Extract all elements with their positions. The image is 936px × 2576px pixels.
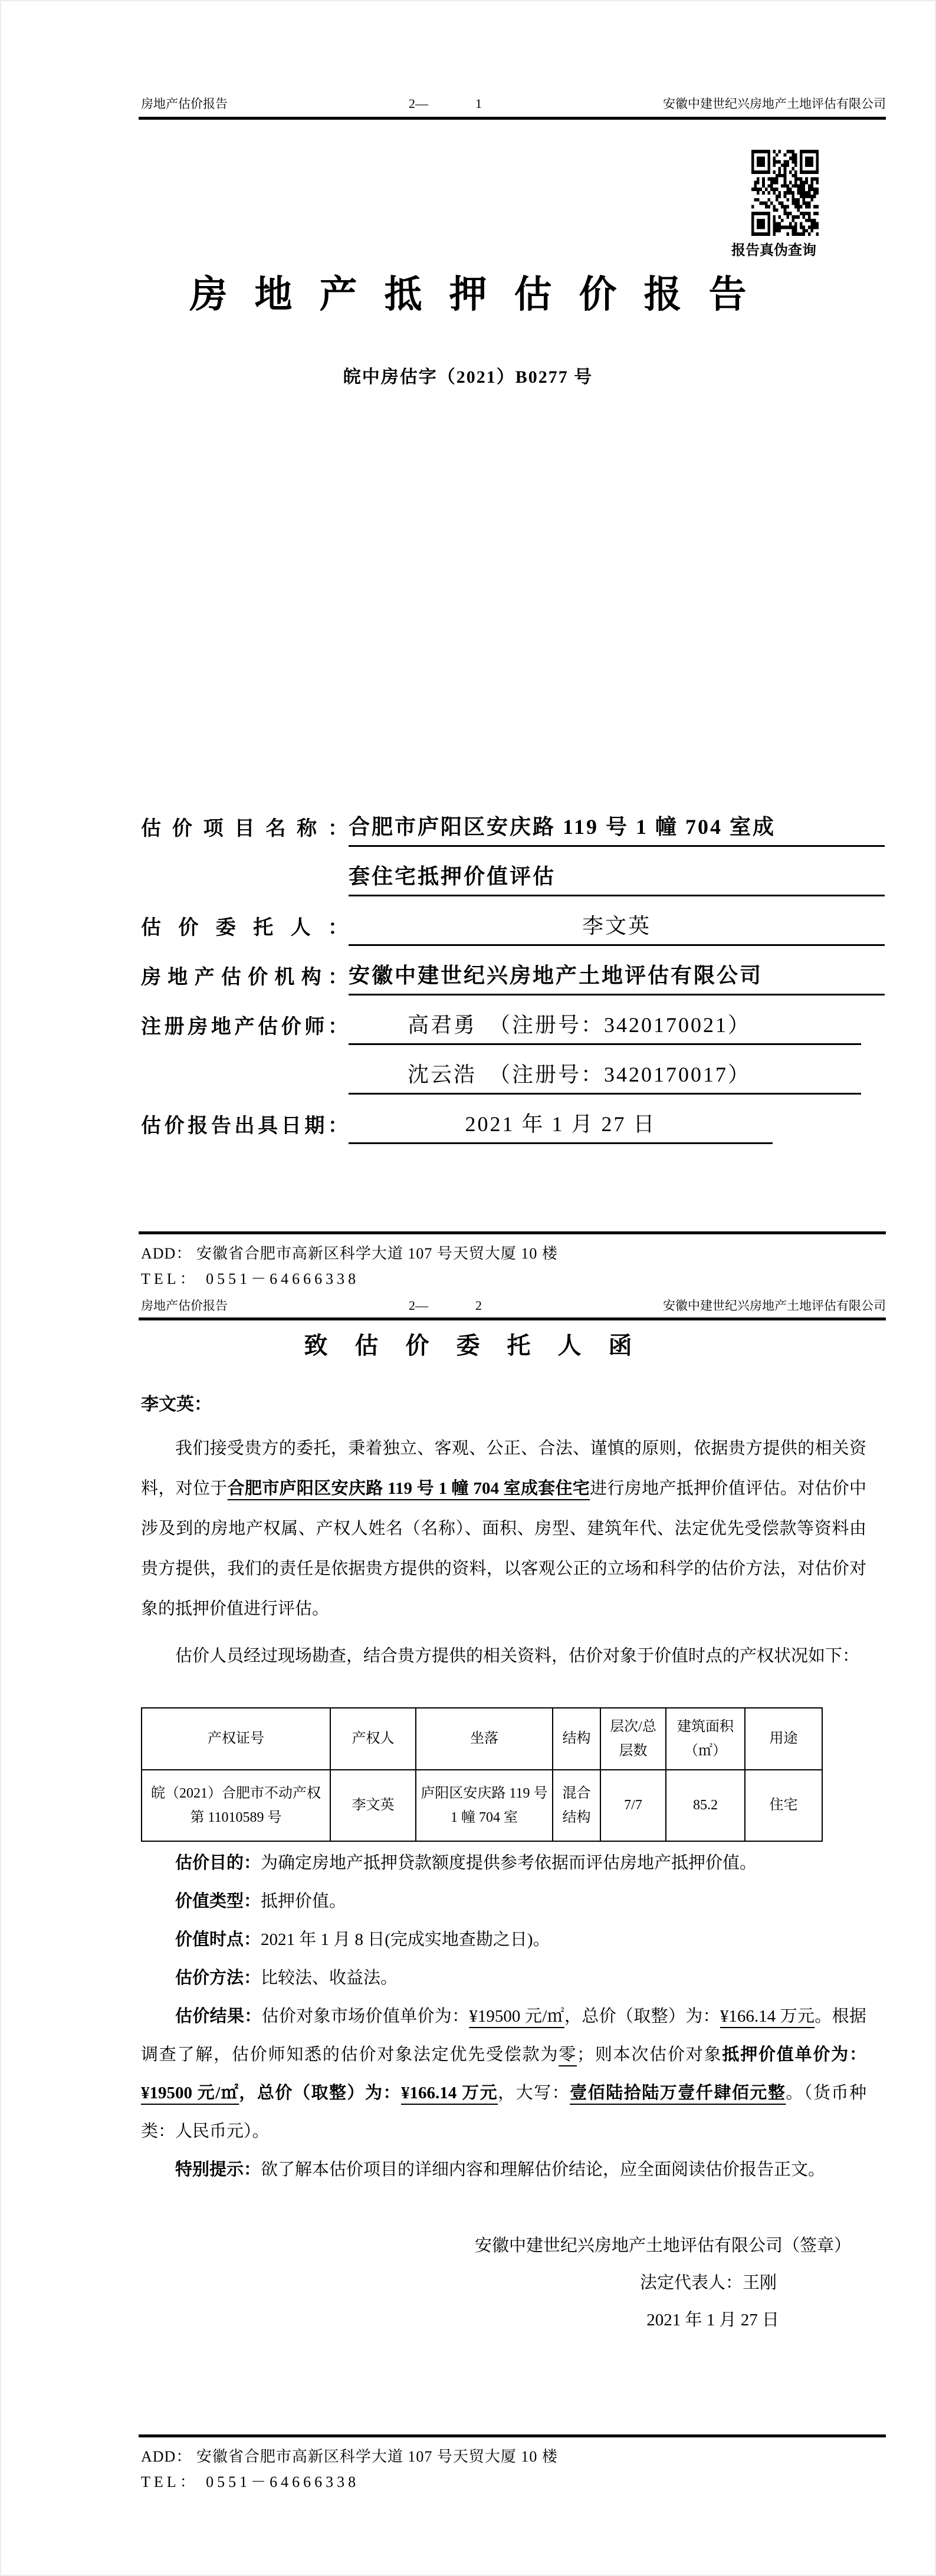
header-page-prefix: 2— <box>409 1298 428 1313</box>
text-run: 价值时点： <box>175 1930 261 1949</box>
form-row <box>141 1095 885 1144</box>
header-company: 安徽中建世纪兴房地产土地评估有限公司 <box>663 97 886 111</box>
summary-items <box>141 1844 866 2189</box>
form-label: 房地产估价机构： <box>141 967 349 988</box>
letter-heading: 致估价委托人函 <box>304 1332 659 1359</box>
header-company: 安徽中建世纪兴房地产土地评估有限公司 <box>663 1299 886 1313</box>
salutation: 李文英： <box>141 1395 212 1414</box>
form-label: 估价报告出具日期： <box>141 1115 349 1137</box>
text-run: 欲了解本估价项目的详细内容和理解估价结论，应全面阅读估价报告正文。 <box>261 2160 826 2179</box>
table-header-cell: 建筑面积（㎡） <box>666 1708 745 1770</box>
form-label: 估价委托人： <box>141 917 349 939</box>
table-cell: 85.2 <box>666 1770 745 1841</box>
form-row <box>141 946 885 995</box>
page2-header <box>141 1296 886 1314</box>
text-run: 合肥市庐阳区安庆路 119 号 1 幢 704 室成套住宅 <box>227 1479 590 1498</box>
qr-caption: 报告真伪查询 <box>731 243 816 258</box>
form-row <box>141 1045 885 1095</box>
letter-paragraph <box>141 1428 866 1629</box>
footer-phone: TEL： 0551－64666338 <box>141 1270 360 1287</box>
table-header-cell: 用途 <box>745 1708 822 1770</box>
header-doc-type: 房地产估价报告 <box>141 97 228 111</box>
summary-item <box>141 1959 866 1997</box>
header-page-number: 2 <box>475 1298 482 1313</box>
table-header-cell: 坐落 <box>416 1708 553 1770</box>
table-row <box>142 1770 822 1841</box>
signature-block <box>141 2227 866 2339</box>
summary-item <box>141 1844 866 1882</box>
text-run: 估价方法： <box>175 1969 261 1987</box>
form-value: 套住宅抵押价值评估 <box>349 860 885 896</box>
footer-rule <box>139 1231 886 1234</box>
text-run: 比较法、收益法。 <box>261 1969 398 1987</box>
table-cell: 住宅 <box>745 1770 822 1841</box>
header-rule <box>139 1317 886 1320</box>
report-title: 房地产抵押估价报告 <box>189 274 774 316</box>
signature-legal-rep: 法定代表人：王刚 <box>639 2273 777 2292</box>
header-page-prefix: 2— <box>409 96 428 111</box>
text-run: ；则本次估价对象 <box>577 2045 722 2064</box>
text-run: 抵押价值单价为： <box>722 2045 866 2064</box>
text-run: ¥166.14 万元 <box>720 2007 815 2026</box>
form-row <box>141 896 885 946</box>
form-value: 2021 年 1 月 27 日 <box>349 1108 773 1144</box>
header-page-indicator <box>409 1298 482 1313</box>
table-cell: 庐阳区安庆路 119 号 1 幢 704 室 <box>416 1770 553 1841</box>
table-header-cell: 产权人 <box>330 1708 416 1770</box>
text-run: 我们接受贵方的委托，秉着独立、客观、公正、合法、谨慎的原则，依据贵方提供的相关资料，对位于 <box>141 1439 866 1498</box>
table-cell: 李文英 <box>330 1770 416 1841</box>
text-run: 零 <box>559 2045 577 2064</box>
letter-paragraph: 估价人员经过现场勘查，结合贵方提供的相关资料，估价对象于价值时点的产权状况如下： <box>175 1647 860 1665</box>
signature-company: 安徽中建世纪兴房地产土地评估有限公司（签章） <box>474 2236 851 2255</box>
form-value: 高君勇 （注册号：3420170021） <box>349 1008 861 1045</box>
text-run: 估价结果： <box>175 2007 262 2026</box>
form-value: 安徽中建世纪兴房地产土地评估有限公司 <box>349 959 885 995</box>
text-run: 价值类型： <box>175 1892 261 1911</box>
property-table-grid <box>141 1707 823 1842</box>
form-row <box>141 995 885 1045</box>
header-doc-type: 房地产估价报告 <box>141 1299 228 1313</box>
property-table <box>141 1707 823 1842</box>
text-run: 特别提示： <box>175 2160 261 2179</box>
text-run: 总价（取整）为： <box>257 2084 402 2102</box>
text-run: ¥166.14 万元 <box>401 2084 498 2102</box>
text-run: 为确定房地产抵押贷款额度提供参考依据而评估房地产抵押价值。 <box>261 1854 757 1872</box>
cover-form-fields <box>141 797 885 1144</box>
text-run: ，大写： <box>498 2084 570 2102</box>
form-row <box>141 797 885 847</box>
form-value: 合肥市庐阳区安庆路 119 号 1 幢 704 室成 <box>349 810 885 847</box>
header-rule <box>139 117 886 120</box>
qr-code <box>751 150 819 236</box>
text-run: 2021 年 1 月 8 日(完成实地查勘之日)。 <box>261 1930 550 1949</box>
form-row <box>141 847 885 896</box>
form-value: 李文英 <box>349 909 885 946</box>
header-page-number: 1 <box>475 96 482 111</box>
text-run: ， <box>239 2084 257 2102</box>
footer-phone: TEL： 0551－64666338 <box>141 2473 360 2490</box>
text-run: 抵押价值。 <box>261 1892 347 1911</box>
form-value: 沈云浩 （注册号：3420170017） <box>349 1058 861 1095</box>
form-label: 注册房地产估价师： <box>141 1016 349 1038</box>
signature-date: 2021 年 1 月 27 日 <box>646 2311 779 2329</box>
summary-item <box>141 1997 866 2151</box>
table-cell: 皖（2021）合肥市不动产权第 11010589 号 <box>142 1770 330 1841</box>
table-cell: 混合结构 <box>553 1770 600 1841</box>
table-cell: 7/7 <box>600 1770 666 1841</box>
text-run: 壹佰陆拾陆万壹仟肆佰元整 <box>570 2084 786 2102</box>
text-run: 估价对象市场价值单价为： <box>261 2007 469 2026</box>
text-run: 。根据调查了解，估价师知悉的估价对象法定优先受偿款为 <box>141 2007 866 2064</box>
page1-header <box>141 94 886 112</box>
form-label: 估价项目名称： <box>141 818 349 840</box>
header-page-indicator <box>409 96 482 111</box>
footer-rule <box>139 2434 886 2437</box>
footer-address: ADD： 安徽省合肥市高新区科学大道 107 号天贸大厦 10 楼 <box>141 1245 558 1262</box>
form-label <box>141 1089 349 1095</box>
report-number: 皖中房估字（2021）B0277 号 <box>343 367 593 387</box>
form-label <box>141 891 349 896</box>
summary-item <box>141 2151 866 2189</box>
summary-item <box>141 1882 866 1921</box>
text-run: ¥19500 元/㎡ <box>469 2007 564 2026</box>
table-header-cell: 层次/总层数 <box>600 1708 666 1770</box>
table-header-cell: 结构 <box>553 1708 600 1770</box>
table-header-row <box>142 1708 822 1770</box>
text-run: ¥19500 元/㎡ <box>141 2084 239 2102</box>
text-run: ，总价（取整）为： <box>564 2007 720 2026</box>
text-run: 。（货币种类：人民币元）。 <box>141 2084 866 2141</box>
table-header-cell: 产权证号 <box>142 1708 330 1770</box>
footer-address: ADD： 安徽省合肥市高新区科学大道 107 号天贸大厦 10 楼 <box>141 2448 558 2465</box>
text-run: 估价目的： <box>175 1854 261 1872</box>
text-run: 进行房地产抵押价值评估。对估价中涉及到的房地产权属、产权人姓名（名称）、面积、房型、建筑年代、法定优先受偿款等资料由贵方提供，我们的责任是依据贵方提供的资料，以客观公正的立场和科学的估价方法，对估价对象的抵押价值进行评估。 <box>141 1479 866 1618</box>
summary-item <box>141 1921 866 1959</box>
